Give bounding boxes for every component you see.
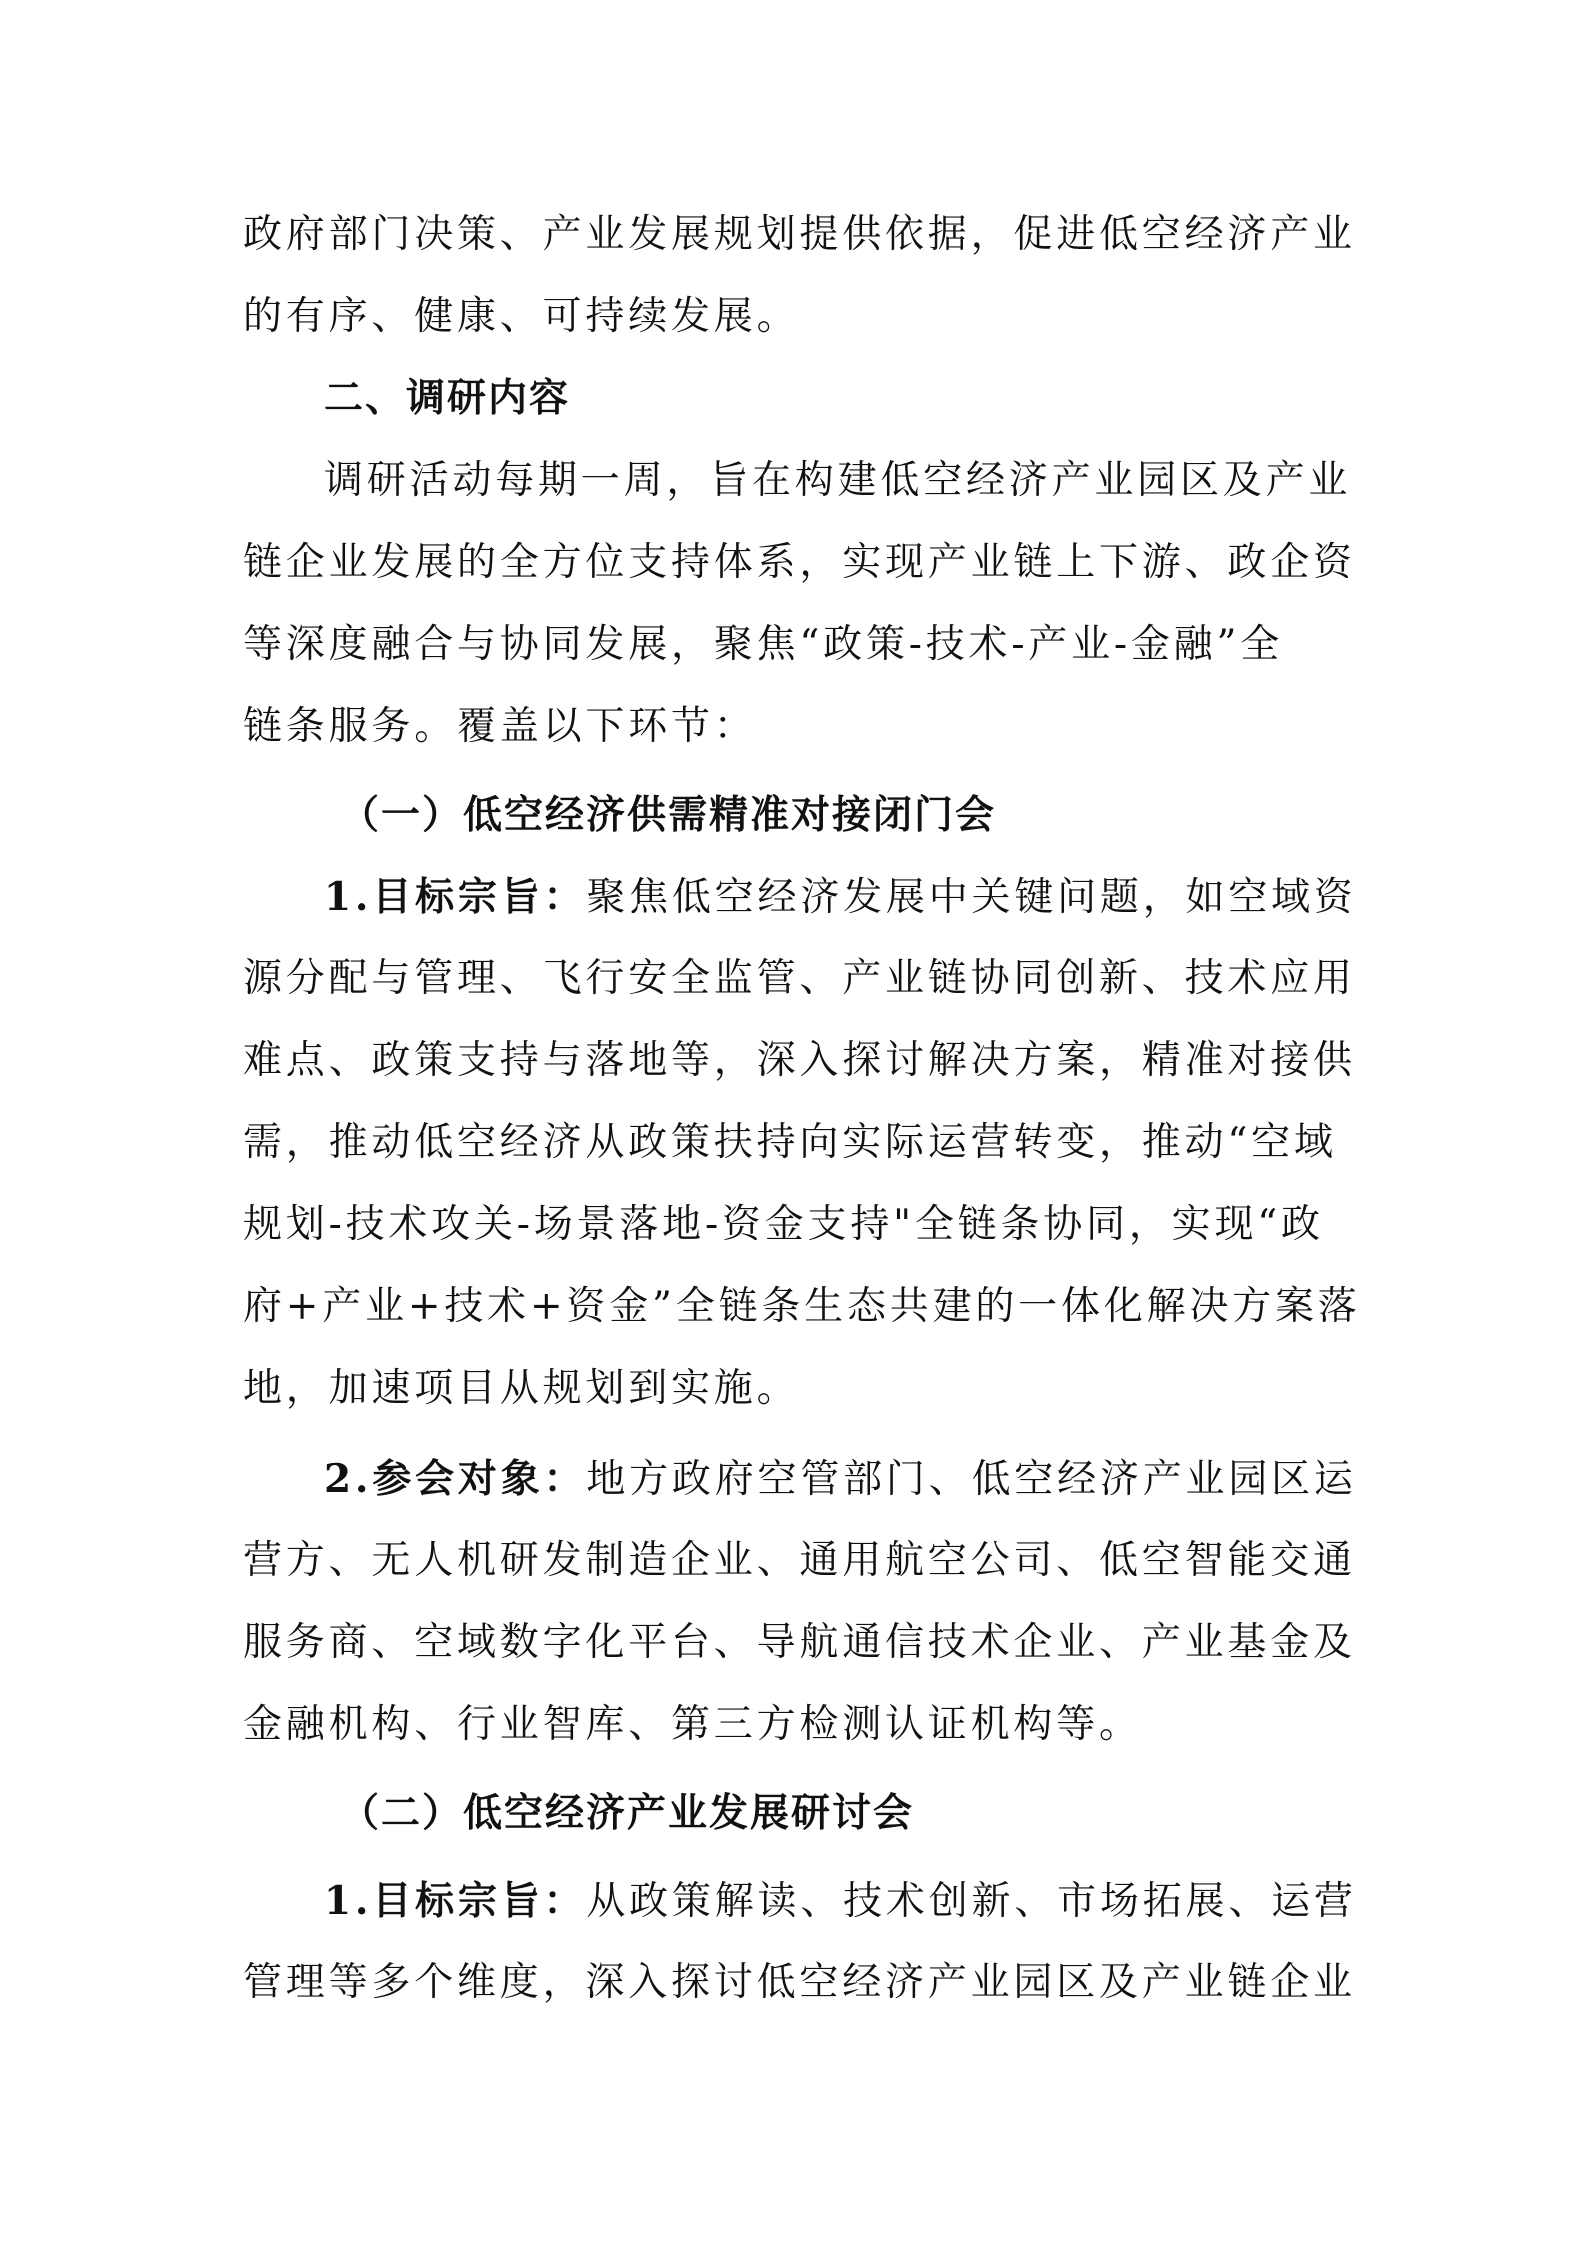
subsection-heading: （一）低空经济供需精准对接闭门会 — [340, 792, 997, 838]
paragraph-line: 链企业发展的全方位支持体系，实现产业链上下游、政企资 — [243, 540, 1356, 585]
paragraph-line — [324, 1450, 1444, 1508]
item-label: 1.目标宗旨： — [324, 1878, 587, 1924]
item-text: 地方政府空管部门、低空经济产业园区运 — [586, 1457, 1357, 1502]
paragraph-line — [324, 1872, 1444, 1930]
section-heading: 二、调研内容 — [324, 376, 571, 421]
paragraph-line: 地，加速项目从规划到实施。 — [243, 1366, 800, 1411]
paragraph-line: 等深度融合与协同发展，聚焦“政策-技术-产业-金融”全 — [243, 622, 1284, 667]
item-text: 从政策解读、技术创新、市场拓展、运营 — [586, 1879, 1357, 1924]
paragraph-line: 服务商、空域数字化平台、导航通信技术企业、产业基金及 — [243, 1620, 1356, 1665]
item-label: 1.目标宗旨： — [324, 874, 587, 920]
paragraph-line: 规划-技术攻关-场景落地-资金支持"全链条协同，实现“政 — [243, 1202, 1324, 1247]
paragraph-line: 营方、无人机研发制造企业、通用航空公司、低空智能交通 — [243, 1538, 1356, 1583]
paragraph-line: 需，推动低空经济从政策扶持向实际运营转变，推动“空域 — [243, 1120, 1337, 1165]
paragraph-line: 金融机构、行业智库、第三方检测认证机构等。 — [243, 1702, 1142, 1747]
paragraph-line: 难点、政策支持与落地等，深入探讨解决方案，精准对接供 — [243, 1038, 1356, 1083]
item-text: 聚焦低空经济发展中关键问题，如空域资 — [586, 875, 1357, 920]
paragraph-line: 的有序、健康、可持续发展。 — [243, 294, 800, 339]
subsection-heading: （二）低空经济产业发展研讨会 — [340, 1790, 915, 1836]
paragraph-line — [324, 868, 1444, 926]
paragraph-line: 链条服务。覆盖以下环节： — [243, 704, 757, 749]
paragraph-line: 调研活动每期一周，旨在构建低空经济产业园区及产业 — [324, 458, 1352, 503]
paragraph-line: 府+产业+技术+资金”全链条生态共建的一体化解决方案落 — [243, 1284, 1361, 1329]
item-label: 2.参会对象： — [324, 1456, 587, 1502]
paragraph-line: 源分配与管理、飞行安全监管、产业链协同创新、技术应用 — [243, 956, 1356, 1001]
paragraph-line: 管理等多个维度，深入探讨低空经济产业园区及产业链企业 — [243, 1960, 1356, 2005]
paragraph-line: 政府部门决策、产业发展规划提供依据，促进低空经济产业 — [243, 212, 1356, 257]
